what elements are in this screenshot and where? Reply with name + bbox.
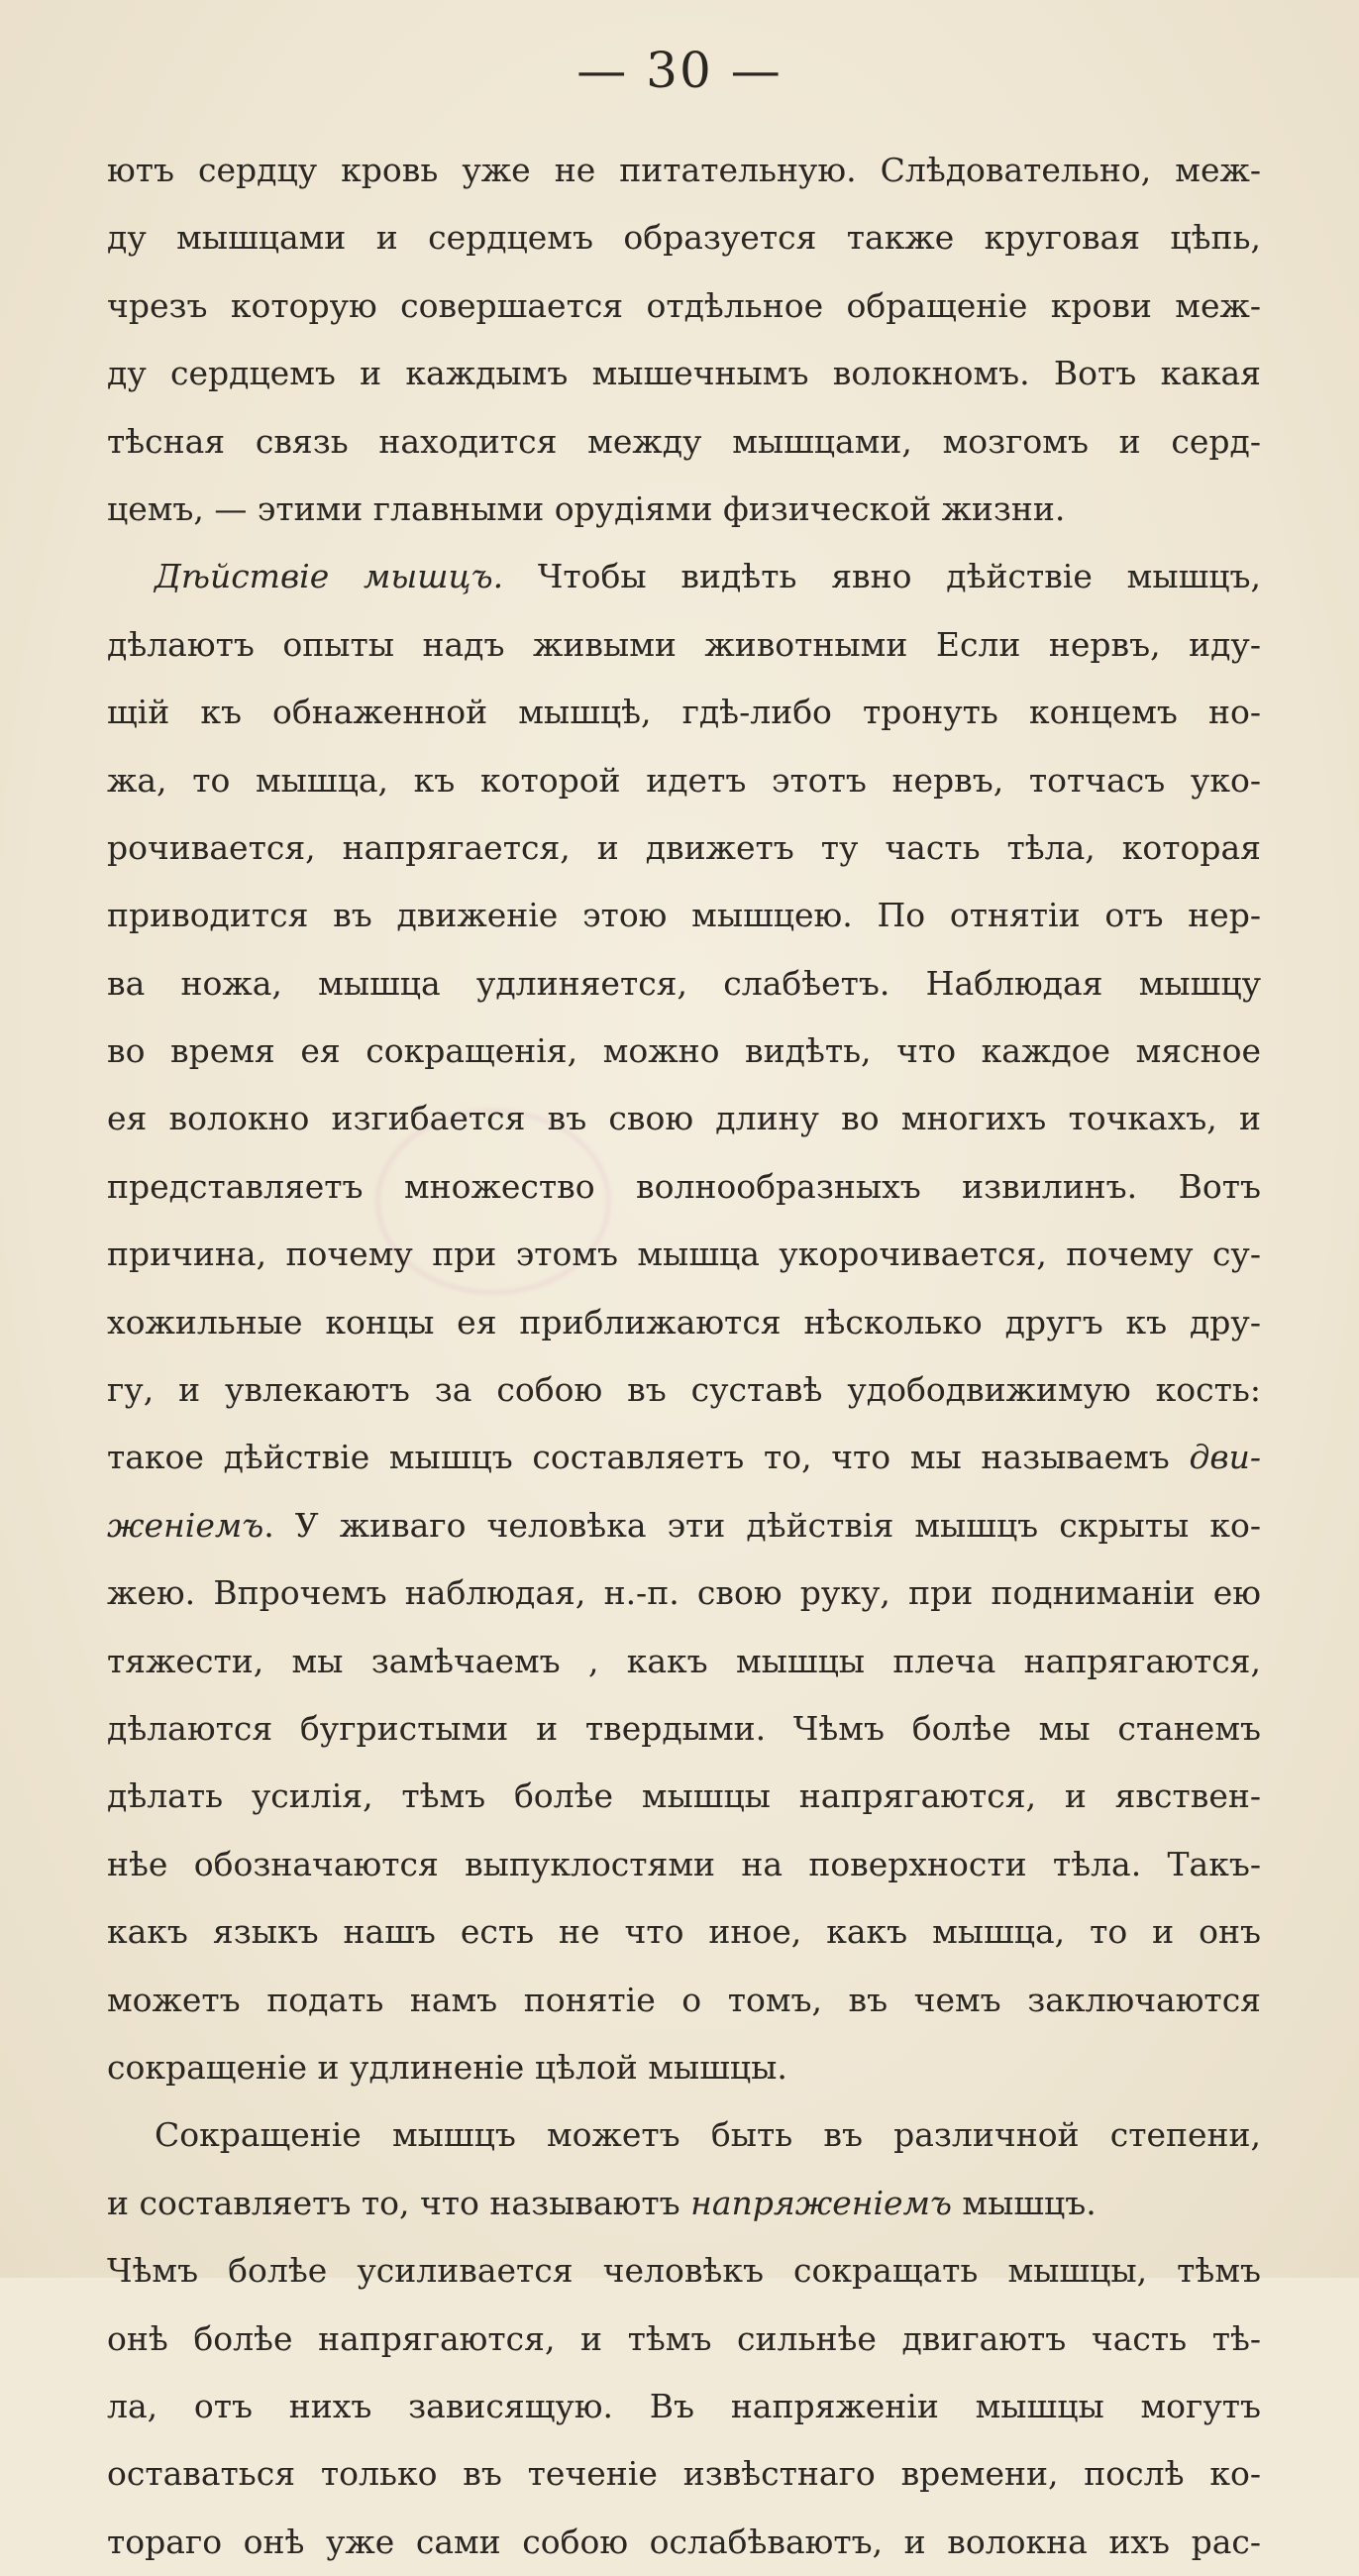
line-text: цемъ, — этими главными орудіями физической жизни. bbox=[107, 488, 1066, 528]
line-text: оставаться только въ теченіе извѣстнаго времени, послѣ ко- bbox=[107, 2454, 1261, 2494]
line-text: тяжести, мы замѣчаемъ , какъ мышцы плеча напрягаются, bbox=[107, 1641, 1261, 1680]
line-text: жею. Впрочемъ наблюдая, н.-п. свою руку, при подниманіи ею bbox=[107, 1573, 1261, 1613]
text-line bbox=[107, 408, 1261, 476]
text-line bbox=[107, 2101, 1261, 2169]
line-text: дѣлать усилія, тѣмъ болѣе мышцы напрягаются, и явствен- bbox=[107, 1776, 1261, 1816]
text-line bbox=[107, 1898, 1261, 1966]
line-text: Чѣмъ болѣе усиливается человѣкъ сокращать мышцы, тѣмъ bbox=[107, 2251, 1261, 2291]
text-line bbox=[107, 2170, 1261, 2237]
text-line bbox=[107, 543, 1261, 610]
line-text: ду сердцемъ и каждымъ мышечнымъ волокномъ. Вотъ какая bbox=[107, 354, 1261, 393]
line-text: какъ языкъ нашъ есть не что иное, какъ мышца, то и онъ bbox=[107, 1912, 1261, 1952]
text-line bbox=[107, 272, 1261, 340]
italic-term: женіемъ bbox=[107, 1505, 264, 1545]
text-line bbox=[107, 1424, 1261, 1491]
line-text: сокращеніе и удлиненіе цѣлой мышцы. bbox=[107, 2047, 787, 2087]
line-text: такое дѣйствіе мышцъ составляетъ то, что мы называемъ bbox=[107, 1438, 1190, 1477]
line-text: тораго онѣ уже сами собою ослабѣваютъ, и волокна ихъ рас- bbox=[107, 2522, 1261, 2561]
text-line bbox=[107, 204, 1261, 271]
text-line bbox=[107, 1289, 1261, 1356]
text-line bbox=[107, 1695, 1261, 1763]
text-line bbox=[107, 1492, 1261, 1559]
italic-term: Дѣйствіе мышцъ. bbox=[155, 557, 504, 596]
line-text: дѣлаютъ опыты надъ живыми животными Если нервъ, иду- bbox=[107, 624, 1261, 664]
line-text: нѣе обозначаются выпуклостями на поверхности тѣла. Такъ- bbox=[107, 1844, 1261, 1883]
text-line bbox=[107, 1153, 1261, 1221]
text-line bbox=[107, 950, 1261, 1018]
line-text: Чтобы видѣть явно дѣйствіе мышцъ, bbox=[503, 557, 1261, 596]
line-text: во время ея сокращенія, можно видѣть, что каждое мясное bbox=[107, 1031, 1261, 1071]
line-text: онѣ болѣе напрягаются, и тѣмъ сильнѣе двигаютъ часть тѣ- bbox=[107, 2318, 1261, 2358]
text-line bbox=[107, 1018, 1261, 1085]
text-line bbox=[107, 476, 1261, 543]
line-text: жа, то мышца, къ которой идетъ этотъ нервъ, тотчасъ уко- bbox=[107, 760, 1261, 800]
text-line bbox=[107, 2440, 1261, 2508]
text-line bbox=[107, 2034, 1261, 2101]
line-text: щій къ обнаженной мышцѣ, гдѣ-либо тронуть концемъ но- bbox=[107, 693, 1261, 732]
line-text: можетъ подать намъ понятіе о томъ, въ чемъ заключаются bbox=[107, 1980, 1261, 2019]
text-line bbox=[107, 747, 1261, 814]
text-line bbox=[107, 2509, 1261, 2576]
line-text: приводится въ движеніе этою мышцею. По отнятіи отъ нер- bbox=[107, 896, 1261, 935]
page-number: — 30 — bbox=[576, 42, 783, 99]
text-line bbox=[107, 137, 1261, 204]
italic-term: дви- bbox=[1189, 1438, 1261, 1477]
line-text: тѣсная связь находится между мышцами, мозгомъ и серд- bbox=[107, 421, 1261, 461]
text-line bbox=[107, 814, 1261, 882]
line-text: представляетъ множество волнообразныхъ извилинъ. Вотъ bbox=[107, 1166, 1261, 1206]
line-text: ва ножа, мышца удлиняется, слабѣетъ. Наблюдая мышцу bbox=[107, 963, 1261, 1003]
line-text: чрезъ которую совершается отдѣльное обращеніе крови меж- bbox=[107, 285, 1261, 325]
text-line bbox=[107, 2237, 1261, 2305]
text-line bbox=[107, 1763, 1261, 1830]
text-line bbox=[107, 1559, 1261, 1627]
text-line bbox=[107, 2373, 1261, 2440]
text-line bbox=[107, 1967, 1261, 2034]
line-text: . У живаго человѣка эти дѣйствія мышцъ скрыты ко- bbox=[263, 1505, 1261, 1545]
text-line bbox=[107, 882, 1261, 949]
line-text: гу, и увлекаютъ за собою въ суставѣ удободвижимую кость: bbox=[107, 1370, 1261, 1410]
line-text: хожильные концы ея приближаются нѣсколько другъ къ дру- bbox=[107, 1302, 1261, 1342]
line-text: и составляетъ то, что называютъ bbox=[107, 2183, 691, 2222]
line-text: дѣлаются бугристыми и твердыми. Чѣмъ болѣе мы станемъ bbox=[107, 1708, 1261, 1748]
line-text: ла, отъ нихъ зависящую. Въ напряженіи мышцы могутъ bbox=[107, 2386, 1261, 2425]
line-text: ду мышцами и сердцемъ образуется также круговая цѣпь, bbox=[107, 218, 1261, 258]
line-text: рочивается, напрягается, и движетъ ту часть тѣла, которая bbox=[107, 827, 1261, 867]
body-text bbox=[107, 137, 1261, 2576]
italic-term: напряженіемъ bbox=[690, 2183, 952, 2222]
line-text: причина, почему при этомъ мышца укорочивается, почему су- bbox=[107, 1234, 1261, 1274]
line-text: ютъ сердцу кровь уже не питательную. Слѣдовательно, меж- bbox=[107, 151, 1261, 189]
line-text: мышцъ. bbox=[951, 2183, 1097, 2222]
text-line bbox=[107, 679, 1261, 746]
text-line bbox=[107, 1085, 1261, 1152]
line-text: ея волокно изгибается въ свою длину во многихъ точкахъ, и bbox=[107, 1099, 1261, 1138]
text-line bbox=[107, 2306, 1261, 2373]
line-text: Сокращеніе мышцъ можетъ быть въ различной степени, bbox=[155, 2115, 1261, 2155]
text-line bbox=[107, 1356, 1261, 1424]
text-line bbox=[107, 1628, 1261, 1695]
text-line bbox=[107, 1221, 1261, 1288]
text-line bbox=[107, 340, 1261, 407]
text-line bbox=[107, 1831, 1261, 1898]
text-line bbox=[107, 611, 1261, 679]
